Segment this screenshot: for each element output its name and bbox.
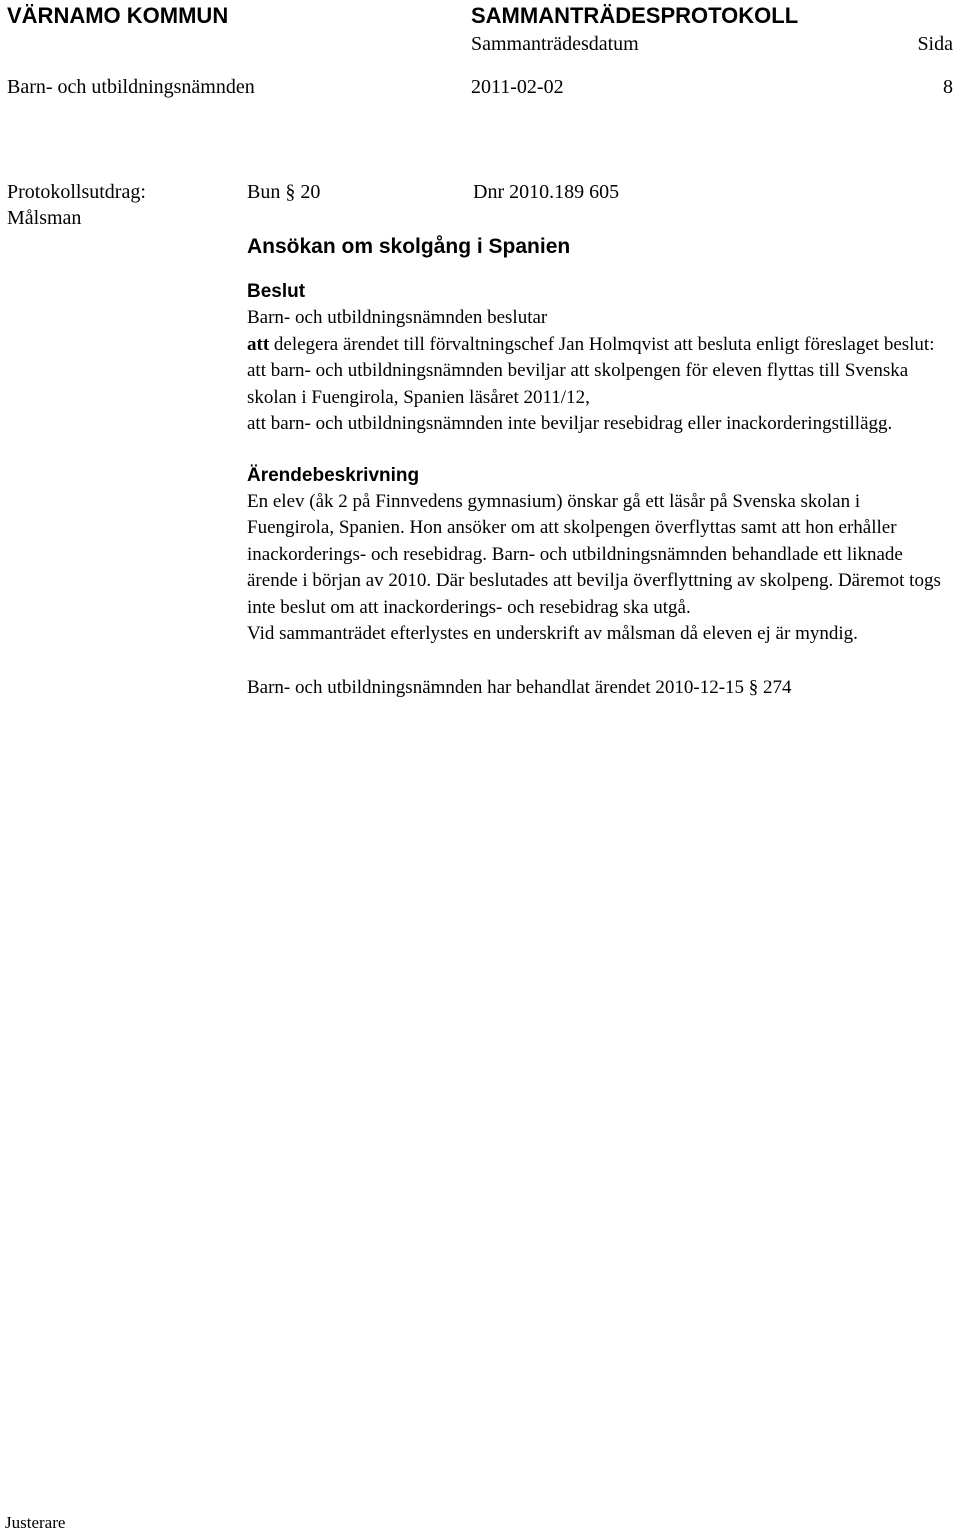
dnr-number: Dnr 2010.189 605: [473, 181, 620, 203]
description-paragraph-2: Vid sammanträdet efterlystes en underskrift av målsman då eleven ej är myndig.: [247, 623, 858, 644]
decision-clause-3: att barn- och utbildningsnämnden inte beviljar resebidrag eller inackorderingstillägg.: [247, 413, 893, 434]
recipient: Målsman: [7, 207, 82, 229]
page-number: 8: [943, 76, 953, 98]
date-label: Sammanträdesdatum: [471, 33, 639, 55]
decision-clause-1-text: delegera ärendet till förvaltningschef Jan Holmqvist att besluta enligt föreslaget beslut:: [269, 333, 935, 355]
att-keyword: att: [247, 333, 270, 355]
paragraph-ref: Bun § 20: [247, 181, 321, 203]
footer-signer-label: Justerare: [5, 1513, 66, 1532]
municipality-name: VÄRNAMO KOMMUN: [7, 3, 229, 28]
extract-label: Protokollsutdrag:: [7, 181, 146, 203]
decision-clause-2: att barn- och utbildningsnämnden beviljar att skolpengen för eleven flyttas till Svenska skolan i Fuengirola, Spanien läsåret 2011/12,: [247, 360, 909, 408]
document-type: SAMMANTRÄDESPROTOKOLL: [471, 3, 799, 28]
document-body: [247, 233, 947, 701]
page-label: Sida: [917, 33, 953, 55]
prior-handling: Barn- och utbildningsnämnden har behandlat ärendet 2010-12-15 § 274: [247, 676, 792, 698]
description-heading: Ärendebeskrivning: [247, 464, 420, 486]
description-paragraph-1: En elev (åk 2 på Finnvedens gymnasium) önskar gå ett läsår på Svenska skolan i Fuengirola, Spanien. Hon ansöker om att skolpengen överflyttas samt att hon erhåller inackorderings- och resebidrag. Barn- och utbildningsnämnden behandlade ett liknade ärende i början av 2010. Där beslutades att bevilja överflyttning av skolpeng. Däremot togs inte beslut om att inackorderings- och resebidrag ska utgå.: [247, 490, 941, 618]
meeting-date: 2011-02-02: [471, 76, 564, 98]
committee-name: Barn- och utbildningsnämnden: [7, 76, 255, 98]
decision-heading: Beslut: [247, 281, 306, 302]
decision-clause-1: [247, 332, 947, 359]
decision-intro: Barn- och utbildningsnämnden beslutar: [247, 307, 548, 328]
case-title: Ansökan om skolgång i Spanien: [247, 235, 571, 258]
